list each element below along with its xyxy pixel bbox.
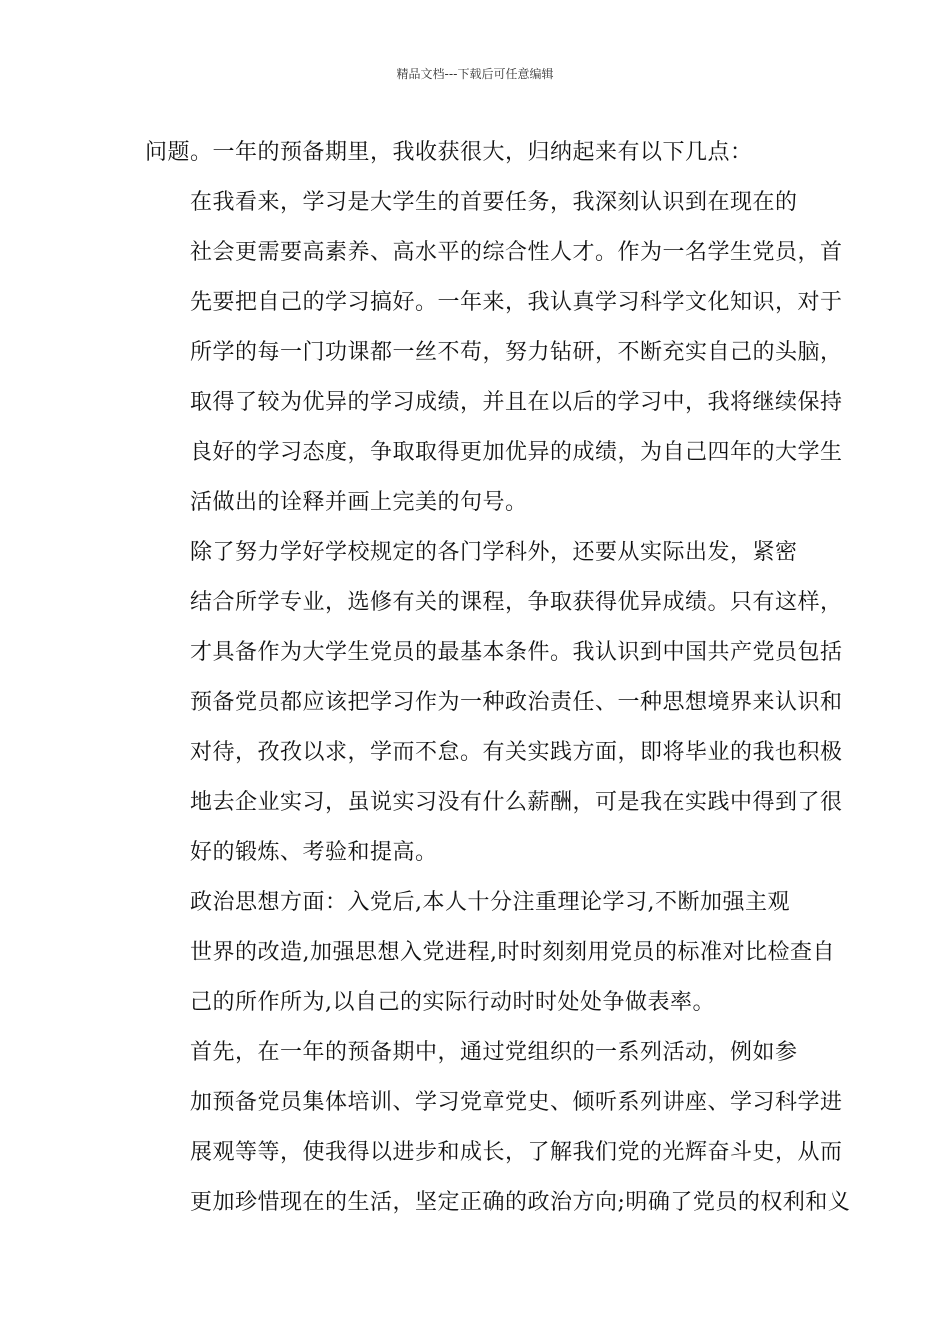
text-line: 政治思想方面：入党后,本人十分注重理论学习,不断加强主观 [190, 890, 790, 915]
text-line: 先要把自己的学习搞好。一年来，我认真学习科学文化知识，对于 [190, 290, 843, 315]
text-line: 地去企业实习，虽说实习没有什么薪酬，可是我在实践中得到了很 [190, 790, 843, 815]
text-line: 结合所学专业，选修有关的课程，争取获得优异成绩。只有这样， [190, 590, 843, 615]
text-line: 己的所作所为,以自己的实际行动时时处处争做表率。 [190, 990, 715, 1015]
text-line: 活做出的诠释并画上完美的句号。 [190, 490, 528, 515]
text-line: 加预备党员集体培训、学习党章党史、倾听系列讲座、学习科学进 [190, 1090, 843, 1115]
text-line: 才具备作为大学生党员的最基本条件。我认识到中国共产党员包括 [190, 640, 843, 665]
text-line: 预备党员都应该把学习作为一种政治责任、一种思想境界来认识和 [190, 690, 843, 715]
text-line: 对待，孜孜以求，学而不怠。有关实践方面，即将毕业的我也积极 [190, 740, 843, 765]
paragraph-intro [145, 128, 805, 178]
text-line: 好的锻炼、考验和提高。 [190, 840, 438, 865]
text-line: 所学的每一门功课都一丝不苟，努力钻研，不断充实自己的头脑， [190, 340, 843, 365]
paragraph-first [145, 1028, 851, 1228]
paragraph-practice [145, 528, 843, 878]
text-line: 问题。一年的预备期里，我收获很大，归纳起来有以下几点： [145, 140, 753, 165]
document-body [145, 128, 851, 1228]
text-line: 良好的学习态度，争取取得更加优异的成绩，为自己四年的大学生 [190, 440, 843, 465]
text-line: 展观等等，使我得以进步和成长，了解我们党的光辉奋斗史，从而 [190, 1140, 843, 1165]
text-line: 世界的改造,加强思想入党进程,时时刻刻用党员的标准对比检查自 [190, 940, 835, 965]
text-line: 首先，在一年的预备期中，通过党组织的一系列活动，例如参 [190, 1040, 798, 1065]
paragraph-study [145, 178, 843, 528]
text-line: 除了努力学好学校规定的各门学科外，还要从实际出发，紧密 [190, 540, 798, 565]
text-line: 取得了较为优异的学习成绩，并且在以后的学习中，我将继续保持 [190, 390, 843, 415]
text-line: 在我看来，学习是大学生的首要任务，我深刻认识到在现在的 [190, 190, 798, 215]
text-line: 更加珍惜现在的生活，坚定正确的政治方向;明确了党员的权利和义 [190, 1190, 851, 1215]
text-line: 社会更需要高素养、高水平的综合性人才。作为一名学生党员，首 [190, 240, 843, 265]
page-header: 精品文档---下载后可任意编辑 [396, 67, 554, 81]
paragraph-political [145, 878, 835, 1028]
